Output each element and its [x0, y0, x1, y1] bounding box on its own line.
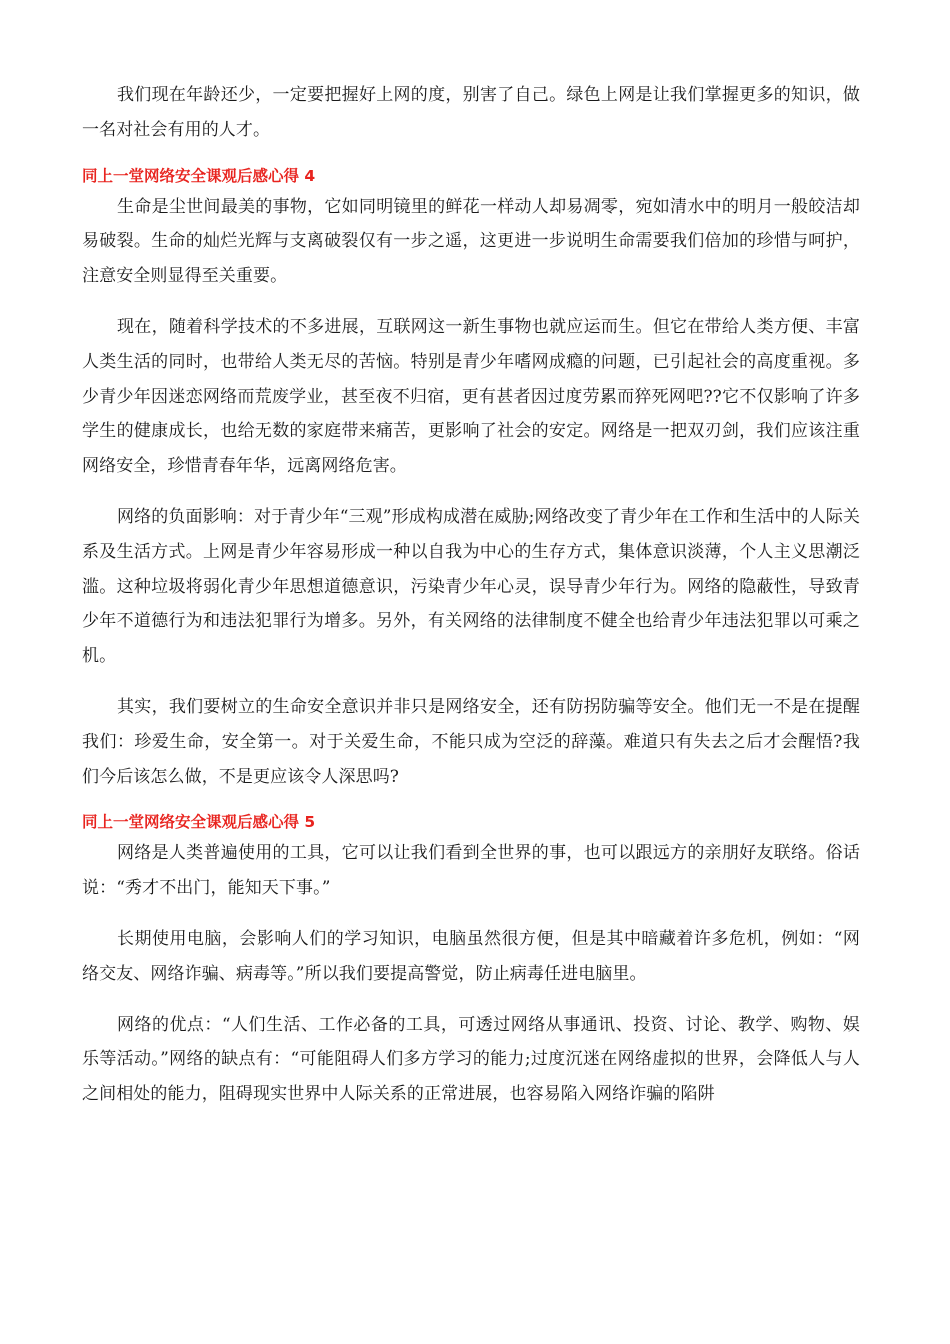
paragraph-intro: 我们现在年龄还少，一定要把握好上网的度，别害了自己。绿色上网是让我们掌握更多的知识，做一名对社会有用的人才。 [82, 85, 860, 140]
section-heading-5: 同上一堂网络安全课观后感心得 5 [82, 813, 316, 832]
paragraph-s4-3: 网络的负面影响：对于青少年“三观”形成构成潜在威胁;网络改变了青少年在工作和生活中的人际关系及生活方式。上网是青少年容易形成一种以自我为中心的生存方式，集体意识淡薄，个人主义思潮泛滥。这种垃圾将弱化青少年思想道德意识，污染青少年心灵，误导青少年行为。网络的隐蔽性，导致青少年不道德行为和违法犯罪行为增多。另外，有关网络的法律制度不健全也给青少年违法犯罪以可乘之机。 [82, 506, 860, 667]
document-page [82, 78, 860, 1112]
paragraph-s4-4: 其实，我们要树立的生命安全意识并非只是网络安全，还有防拐防骗等安全。他们无一不是在提醒我们：珍爱生命，安全第一。对于关爱生命，不能只成为空泛的辞藻。难道只有失去之后才会醒悟?我们今后该怎么做，不是更应该令人深思吗? [82, 696, 860, 787]
paragraph-s5-3: 网络的优点：“人们生活、工作必备的工具，可透过网络从事通讯、投资、讨论、教学、购物、娱乐等活动。”网络的缺点有：“可能阻碍人们多方学习的能力;过度沉迷在网络虚拟的世界，会降低人与人之间相处的能力，阻碍现实世界中人际关系的正常进展，也容易陷入网络诈骗的陷阱 [82, 1014, 860, 1105]
paragraph-s5-1: 网络是人类普遍使用的工具，它可以让我们看到全世界的事，也可以跟远方的亲朋好友联络。俗话说：“秀才不出门，能知天下事。” [82, 843, 860, 899]
paragraph-s4-2: 现在，随着科学技术的不多进展，互联网这一新生事物也就应运而生。但它在带给人类方便、丰富人类生活的同时，也带给人类无尽的苦恼。特别是青少年嗜网成瘾的问题，已引起社会的高度重视。多少青少年因迷恋网络而荒废学业，甚至夜不归宿，更有甚者因过度劳累而猝死网吧??它不仅影响了许多学生的健康成长，也给无数的家庭带来痛苦，更影响了社会的安定。网络是一把双刃剑，我们应该注重网络安全，珍惜青春年华，远离网络危害。 [82, 316, 860, 477]
paragraph-s4-1: 生命是尘世间最美的事物，它如同明镜里的鲜花一样动人却易凋零，宛如清水中的明月一般皎洁却易破裂。生命的灿烂光辉与支离破裂仅有一步之遥，这更进一步说明生命需要我们倍加的珍惜与呵护，注意安全则显得至关重要。 [82, 196, 860, 287]
section-heading-4: 同上一堂网络安全课观后感心得 4 [82, 166, 316, 185]
paragraph-s5-2: 长期使用电脑，会影响人们的学习知识，电脑虽然很方便，但是其中暗藏着许多危机，例如：“网络交友、网络诈骗、病毒等。”所以我们要提高警觉，防止病毒任进电脑里。 [82, 928, 860, 984]
